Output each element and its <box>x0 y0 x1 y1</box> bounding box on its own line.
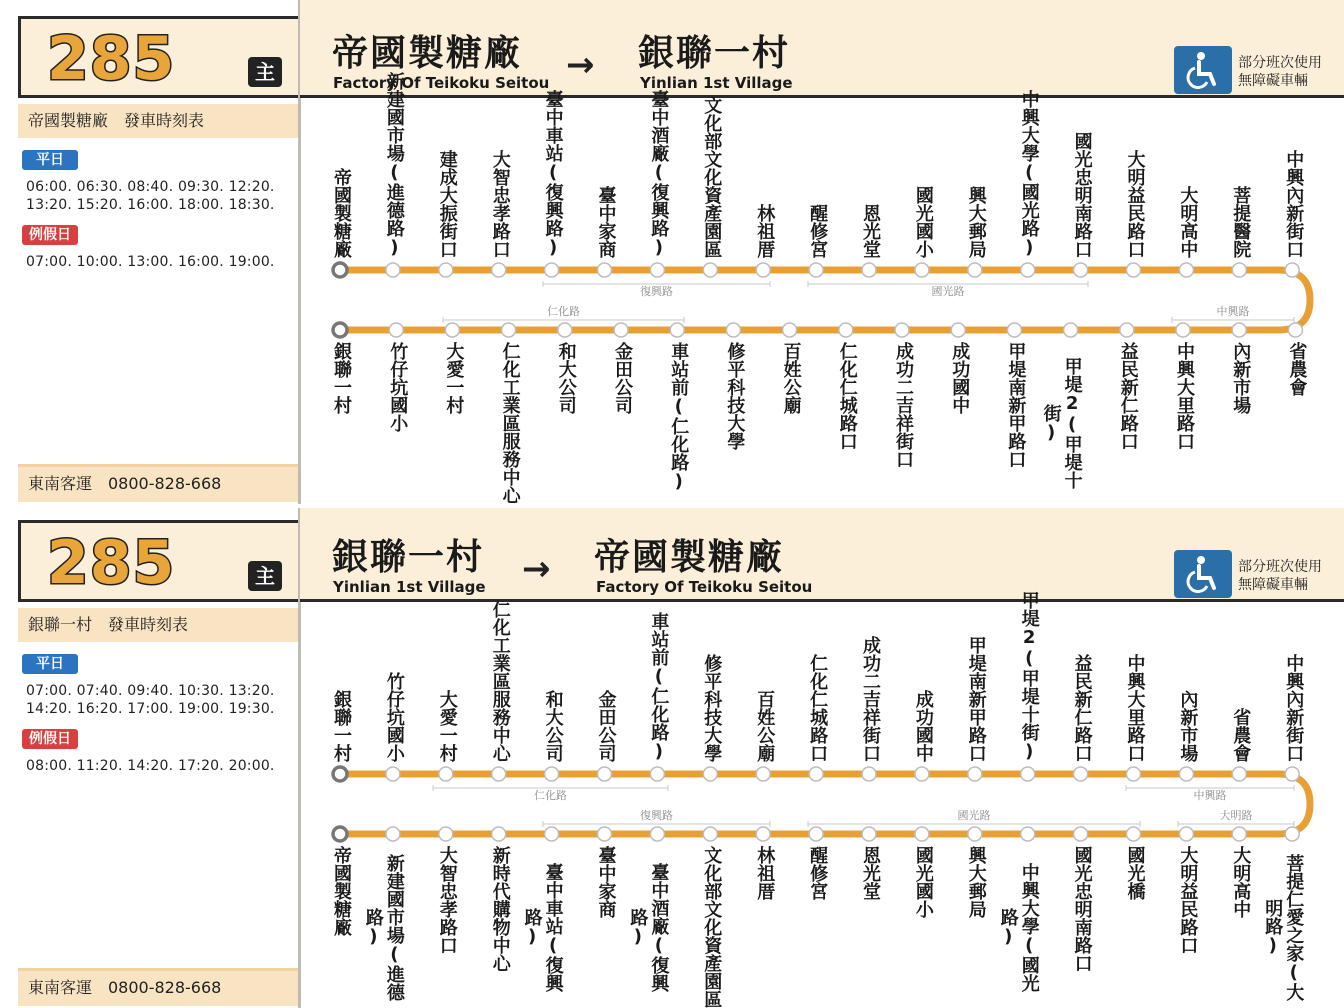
stop-name: 大愛一村 <box>436 690 458 762</box>
stop-marker <box>809 767 823 781</box>
stop-name: 臺中酒廠(復興路) <box>648 90 670 258</box>
stop-marker <box>1021 827 1035 841</box>
stop-name: 仁化仁城路口 <box>836 342 858 450</box>
route-number-box <box>18 16 300 98</box>
route-number: 285 <box>47 528 176 598</box>
weekday-badge: 平日 <box>22 654 78 674</box>
road-label-bottom: 復興路 <box>640 809 673 822</box>
stop-name: 中興內新街口 <box>1283 150 1305 258</box>
stop-marker <box>386 827 400 841</box>
stop-name: 竹仔坑國小 <box>387 342 409 432</box>
stop-marker <box>1127 827 1141 841</box>
stop-marker <box>1232 263 1246 277</box>
stop-name: 大明高中 <box>1177 186 1199 258</box>
road-label-top: 仁化路 <box>534 789 567 802</box>
direction-arrow-icon: → <box>522 549 551 589</box>
stop-marker <box>1285 263 1299 277</box>
stop-name: 林祖厝 <box>754 204 776 258</box>
wheelchair-icon <box>1174 550 1232 598</box>
stop-marker <box>1176 323 1190 337</box>
stop-marker <box>1074 767 1088 781</box>
stop-marker <box>1021 767 1035 781</box>
stop-name: 益民新仁路口 <box>1117 342 1139 450</box>
terminal-stop-marker <box>333 263 347 277</box>
stop-marker <box>756 263 770 277</box>
terminal-stop-marker <box>333 767 347 781</box>
stop-name: 大智忠孝路口 <box>489 150 511 258</box>
stop-marker <box>703 263 717 277</box>
stop-name: 醒修宮 <box>807 204 829 258</box>
stop-name: 菩提醫院 <box>1230 186 1252 258</box>
stop-name: 興大郵局 <box>965 846 987 918</box>
destination-name-zh: 銀聯一村 <box>638 33 791 74</box>
wheelchair-icon <box>1174 46 1232 94</box>
stop-marker <box>1127 767 1141 781</box>
stop-name: 益民新仁路口 <box>1071 654 1093 762</box>
timetable-title: 帝國製糖廠 發車時刻表 <box>18 104 298 138</box>
stop-marker <box>1285 767 1299 781</box>
stop-marker <box>650 827 664 841</box>
stop-marker <box>545 767 559 781</box>
stop-marker <box>915 827 929 841</box>
stop-marker <box>726 323 740 337</box>
stop-name: 車站前(仁化路) <box>648 612 670 762</box>
stop-name: 內新市場 <box>1230 342 1252 414</box>
stop-marker <box>1179 767 1193 781</box>
stop-marker <box>756 767 770 781</box>
stop-name: 臺中家商 <box>595 846 617 918</box>
main-route-badge: 主 <box>248 561 282 591</box>
terminal-stop-marker <box>333 827 347 841</box>
stop-marker <box>1288 323 1302 337</box>
stop-marker <box>545 263 559 277</box>
operator-contact: 東南客運 0800-828-668 <box>18 968 298 1006</box>
stop-marker <box>862 767 876 781</box>
road-label-bottom: 仁化路 <box>547 305 580 318</box>
stop-name: 臺中車站(復興路) <box>521 862 564 992</box>
stop-name: 仁化工業區服務中心 <box>499 342 521 504</box>
stop-name: 中興大學(國光路) <box>1018 90 1040 258</box>
stop-name: 臺中車站(復興路) <box>542 90 564 258</box>
stop-marker <box>862 263 876 277</box>
stop-marker <box>445 323 459 337</box>
info-column <box>0 0 300 504</box>
stop-name: 仁化工業區服務中心 <box>489 600 511 762</box>
origin-name-en: Yinlian 1st Village <box>333 578 486 596</box>
stop-name: 菩提仁愛之家(大明路) <box>1262 853 1305 1001</box>
road-label-top: 國光路 <box>931 285 965 298</box>
stop-name: 帝國製糖廠 <box>331 168 352 258</box>
route-line <box>340 270 1310 330</box>
road-label-top: 中興路 <box>1193 789 1227 802</box>
stop-marker <box>703 767 717 781</box>
route-number-box <box>18 520 300 602</box>
road-label-bottom: 中興路 <box>1216 305 1250 318</box>
stop-name: 銀聯一村 <box>331 690 352 762</box>
terminal-stop-marker <box>333 323 347 337</box>
stop-name: 大明高中 <box>1230 846 1252 918</box>
stop-name: 百姓公廟 <box>780 342 802 414</box>
stop-name: 臺中酒廠(復興路) <box>627 862 670 992</box>
stop-marker <box>915 767 929 781</box>
stop-marker <box>492 767 506 781</box>
stop-name: 國光國小 <box>912 186 934 258</box>
stop-name: 帝國製糖廠 <box>331 846 352 936</box>
stop-name: 新建國市場(進德路) <box>362 853 405 1001</box>
stop-marker <box>895 323 909 337</box>
stop-name: 和大公司 <box>542 690 564 762</box>
stop-name: 大明益民路口 <box>1124 150 1146 258</box>
stop-name: 車站前(仁化路) <box>668 342 690 492</box>
operator-contact: 東南客運 0800-828-668 <box>18 464 298 502</box>
stop-marker <box>756 827 770 841</box>
timetable-title: 銀聯一村 發車時刻表 <box>18 608 298 642</box>
destination-name-zh: 帝國製糖廠 <box>594 537 785 578</box>
stop-marker <box>839 323 853 337</box>
stop-marker <box>670 323 684 337</box>
stop-name: 新時代購物中心 <box>489 846 511 972</box>
stop-name: 國光忠明南路口 <box>1071 132 1093 258</box>
stop-name: 甲堤南新甲路口 <box>1005 342 1027 468</box>
stop-marker <box>1074 263 1088 277</box>
stop-name: 省農會 <box>1286 342 1308 396</box>
stop-marker <box>439 827 453 841</box>
weekday-times: 06:00. 06:30. 08:40. 09:30. 12:20. 13:20. 15:20. 16:00. 18:00. 18:30. <box>26 179 275 213</box>
stop-name: 和大公司 <box>555 342 577 414</box>
stop-name: 醒修宮 <box>807 846 829 900</box>
stop-name: 仁化仁城路口 <box>807 654 829 762</box>
stop-marker <box>809 827 823 841</box>
stop-marker <box>968 827 982 841</box>
accessibility-note: 部分班次使用 無障礙車輛 <box>1238 55 1322 89</box>
holiday-badge: 例假日 <box>22 729 78 749</box>
stop-marker <box>492 263 506 277</box>
stop-name: 中興大里路口 <box>1174 342 1195 450</box>
stop-marker <box>703 827 717 841</box>
stop-name: 恩光堂 <box>860 846 881 900</box>
stop-marker <box>558 323 572 337</box>
direction-arrow-icon: → <box>566 45 595 85</box>
stop-name: 中興大里路口 <box>1124 654 1146 762</box>
stop-marker <box>809 263 823 277</box>
stop-marker <box>439 263 453 277</box>
stop-name: 文化部文化資產園區 <box>701 96 723 258</box>
stop-marker <box>386 767 400 781</box>
stop-name: 成功二吉祥街口 <box>893 342 914 468</box>
origin-name-zh: 銀聯一村 <box>332 537 485 578</box>
stop-marker <box>598 767 612 781</box>
holiday-badge: 例假日 <box>22 225 78 245</box>
stop-marker <box>598 827 612 841</box>
stop-name: 省農會 <box>1230 708 1252 762</box>
origin-name-zh: 帝國製糖廠 <box>332 33 523 74</box>
stop-name: 興大郵局 <box>965 186 987 258</box>
stop-name: 內新市場 <box>1177 690 1199 762</box>
weekday-times: 07:00. 07:40. 09:40. 10:30. 13:20. 14:20. 16:20. 17:00. 19:00. 19:30. <box>26 683 275 717</box>
stop-marker <box>439 767 453 781</box>
panel-separator <box>0 504 1344 508</box>
stop-marker <box>650 767 664 781</box>
road-label-bottom: 大明路 <box>1219 809 1253 822</box>
stop-name: 中興大學(國光路) <box>997 862 1040 992</box>
stop-name: 成功二吉祥街口 <box>860 636 881 762</box>
main-route-badge: 主 <box>248 57 282 87</box>
road-label-top: 復興路 <box>640 285 673 298</box>
stop-marker <box>1179 263 1193 277</box>
route-line <box>340 774 1310 834</box>
stop-name: 金田公司 <box>612 342 633 414</box>
stop-name: 中興內新街口 <box>1283 654 1305 762</box>
stop-name: 大明益民路口 <box>1177 846 1199 954</box>
stop-marker <box>783 323 797 337</box>
accessibility-note: 部分班次使用 無障礙車輛 <box>1238 559 1322 593</box>
stop-marker <box>1232 767 1246 781</box>
stop-marker <box>968 767 982 781</box>
stop-marker <box>1232 827 1246 841</box>
destination-name-en: Yinlian 1st Village <box>640 74 793 92</box>
stop-marker <box>502 323 516 337</box>
stop-name: 成功國中 <box>912 690 934 762</box>
stop-name: 國光國小 <box>912 846 934 918</box>
stop-marker <box>492 827 506 841</box>
origin-name-en: Factory Of Teikoku Seitou <box>333 74 550 92</box>
stop-name: 國光忠明南路口 <box>1071 846 1093 972</box>
stop-name: 建成大振街口 <box>436 150 458 258</box>
stop-name: 成功國中 <box>949 342 971 414</box>
stop-name: 甲堤2(甲堤十街) <box>1040 357 1083 489</box>
stop-marker <box>1007 323 1021 337</box>
stop-name: 國光橋 <box>1124 846 1146 900</box>
stop-marker <box>1074 827 1088 841</box>
stop-marker <box>862 827 876 841</box>
stop-marker <box>545 827 559 841</box>
road-label-bottom: 國光路 <box>957 809 991 822</box>
stop-marker <box>598 263 612 277</box>
route-panel-return <box>0 504 1344 1008</box>
stop-marker <box>968 263 982 277</box>
destination-name-en: Factory Of Teikoku Seitou <box>596 578 813 596</box>
info-column <box>0 504 300 1008</box>
stop-name: 大智忠孝路口 <box>436 846 458 954</box>
stop-marker <box>389 323 403 337</box>
stop-marker <box>650 263 664 277</box>
stop-name: 百姓公廟 <box>754 690 776 762</box>
stop-marker <box>386 263 400 277</box>
route-number: 285 <box>47 24 176 94</box>
stop-name: 金田公司 <box>595 690 617 762</box>
stop-marker <box>1064 323 1078 337</box>
stop-marker <box>614 323 628 337</box>
stop-name: 臺中家商 <box>595 186 617 258</box>
stop-marker <box>1285 827 1299 841</box>
stop-name: 修平科技大學 <box>724 342 746 450</box>
stop-marker <box>1021 263 1035 277</box>
weekday-badge: 平日 <box>22 150 78 170</box>
stop-marker <box>1127 263 1141 277</box>
stop-name: 修平科技大學 <box>701 654 723 762</box>
stop-marker <box>1179 827 1193 841</box>
holiday-times: 08:00. 11:20. 14:20. 17:20. 20:00. <box>26 758 275 774</box>
stop-marker <box>951 323 965 337</box>
stop-marker <box>915 263 929 277</box>
stop-name: 竹仔坑國小 <box>383 672 405 762</box>
stop-name: 甲堤南新甲路口 <box>965 636 987 762</box>
stop-marker <box>1120 323 1134 337</box>
stop-name: 大愛一村 <box>443 342 465 414</box>
stop-name: 文化部文化資產園區 <box>701 846 723 1008</box>
stop-name: 恩光堂 <box>860 204 881 258</box>
stop-name: 新建國市場(進德路) <box>383 72 405 258</box>
stop-marker <box>1232 323 1246 337</box>
stop-name: 銀聯一村 <box>331 342 352 414</box>
holiday-times: 07:00. 10:00. 13:00. 16:00. 19:00. <box>26 254 275 270</box>
stop-name: 甲堤2(甲堤十街) <box>1018 591 1040 762</box>
stop-name: 林祖厝 <box>754 846 776 900</box>
